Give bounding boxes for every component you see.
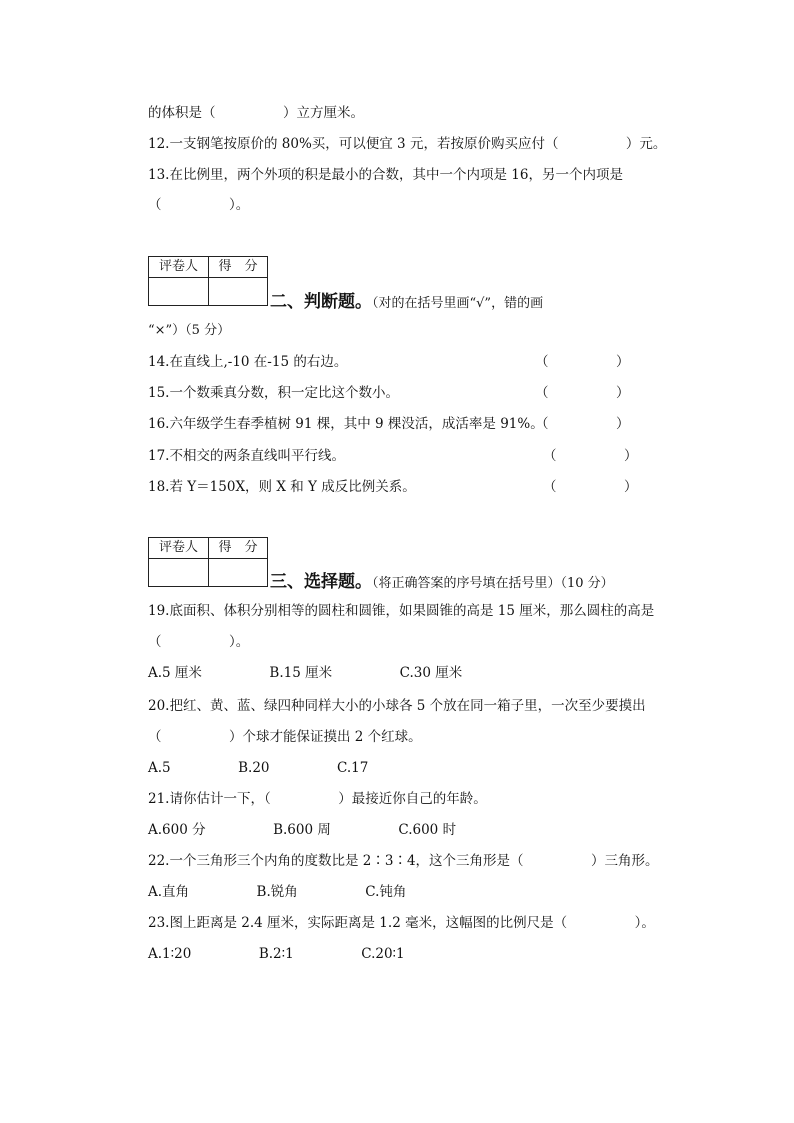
q11-continuation: 的体积是（ ）立方厘米。 xyxy=(148,105,364,121)
section2-note: （对的在括号里画“√”，错的画 xyxy=(372,296,544,311)
question-19-options: A.5 厘米 B.15 厘米 C.30 厘米 xyxy=(148,665,463,681)
question-21-options: A.600 分 B.600 周 C.600 时 xyxy=(148,822,457,838)
question-20-line1: 20.把红、黄、蓝、绿四种同样大小的小球各 5 个放在同一箱子里，一次至少要摸出 xyxy=(148,698,646,714)
answer-paren-15: （ ） xyxy=(535,385,630,401)
reviewer-label: 评卷人 xyxy=(149,538,209,558)
score-cell xyxy=(209,559,267,587)
question-20-options: A.5 B.20 C.17 xyxy=(148,760,369,776)
question-19-line2: （ ）。 xyxy=(148,634,250,650)
question-21: 21.请你估计一下，（ ）最接近你自己的年龄。 xyxy=(148,791,487,807)
question-22-options: A.直角 B.锐角 C.钝角 xyxy=(148,884,407,900)
question-22: 22.一个三角形三个内角的度数比是 2∶3∶4，这个三角形是（ ）三角形。 xyxy=(148,853,659,869)
answer-paren-16: （ ） xyxy=(535,416,630,432)
section2-heading xyxy=(270,292,543,314)
score-box-section3 xyxy=(148,537,268,587)
answer-paren-14: （ ） xyxy=(535,354,630,370)
question-18: 18.若 Y＝150X，则 X 和 Y 成反比例关系。 xyxy=(148,479,416,495)
score-label: 得 分 xyxy=(218,540,258,555)
score-box-section2 xyxy=(148,256,268,306)
reviewer-cell xyxy=(149,559,209,587)
question-20-line2: （ ）个球才能保证摸出 2 个红球。 xyxy=(148,729,422,745)
question-16: 16.六年级学生春季植树 91 棵，其中 9 棵没活，成活率是 91%。 xyxy=(148,416,544,432)
question-13-line1: 13.在比例里，两个外项的积是最小的合数，其中一个内项是 16，另一个内项是 xyxy=(148,167,623,183)
question-15: 15.一个数乘真分数，积一定比这个数小。 xyxy=(148,385,399,401)
reviewer-cell xyxy=(149,278,209,306)
answer-paren-17: （ ） xyxy=(543,448,638,464)
score-label: 得 分 xyxy=(218,259,258,274)
question-13-line2: （ ）。 xyxy=(148,197,250,213)
score-cell xyxy=(209,278,267,306)
question-19-line1: 19.底面积、体积分别相等的圆柱和圆锥，如果圆锥的高是 15 厘米，那么圆柱的高是 xyxy=(148,603,655,619)
section2-note-continued: “×”）（5 分） xyxy=(148,323,231,338)
question-23-options: A.1∶20 B.2∶1 C.20∶1 xyxy=(148,946,405,962)
reviewer-label: 评卷人 xyxy=(149,257,209,277)
question-23: 23.图上距离是 2.4 厘米，实际距离是 1.2 毫米，这幅图的比例尺是（ ）。 xyxy=(148,915,655,931)
section3-title: 三、选择题。 xyxy=(270,572,372,592)
section3-note: （将正确答案的序号填在括号里）（10 分） xyxy=(372,576,614,591)
question-12: 12.一支钢笔按原价的 80%买，可以便宜 3 元，若按原价购买应付（ ）元。 xyxy=(148,136,667,152)
question-14: 14.在直线上,-10 在-15 的右边。 xyxy=(148,354,348,370)
section2-title: 二、判断题。 xyxy=(270,292,372,312)
answer-paren-18: （ ） xyxy=(543,479,638,495)
section3-heading xyxy=(270,572,614,594)
question-17: 17.不相交的两条直线叫平行线。 xyxy=(148,448,345,464)
